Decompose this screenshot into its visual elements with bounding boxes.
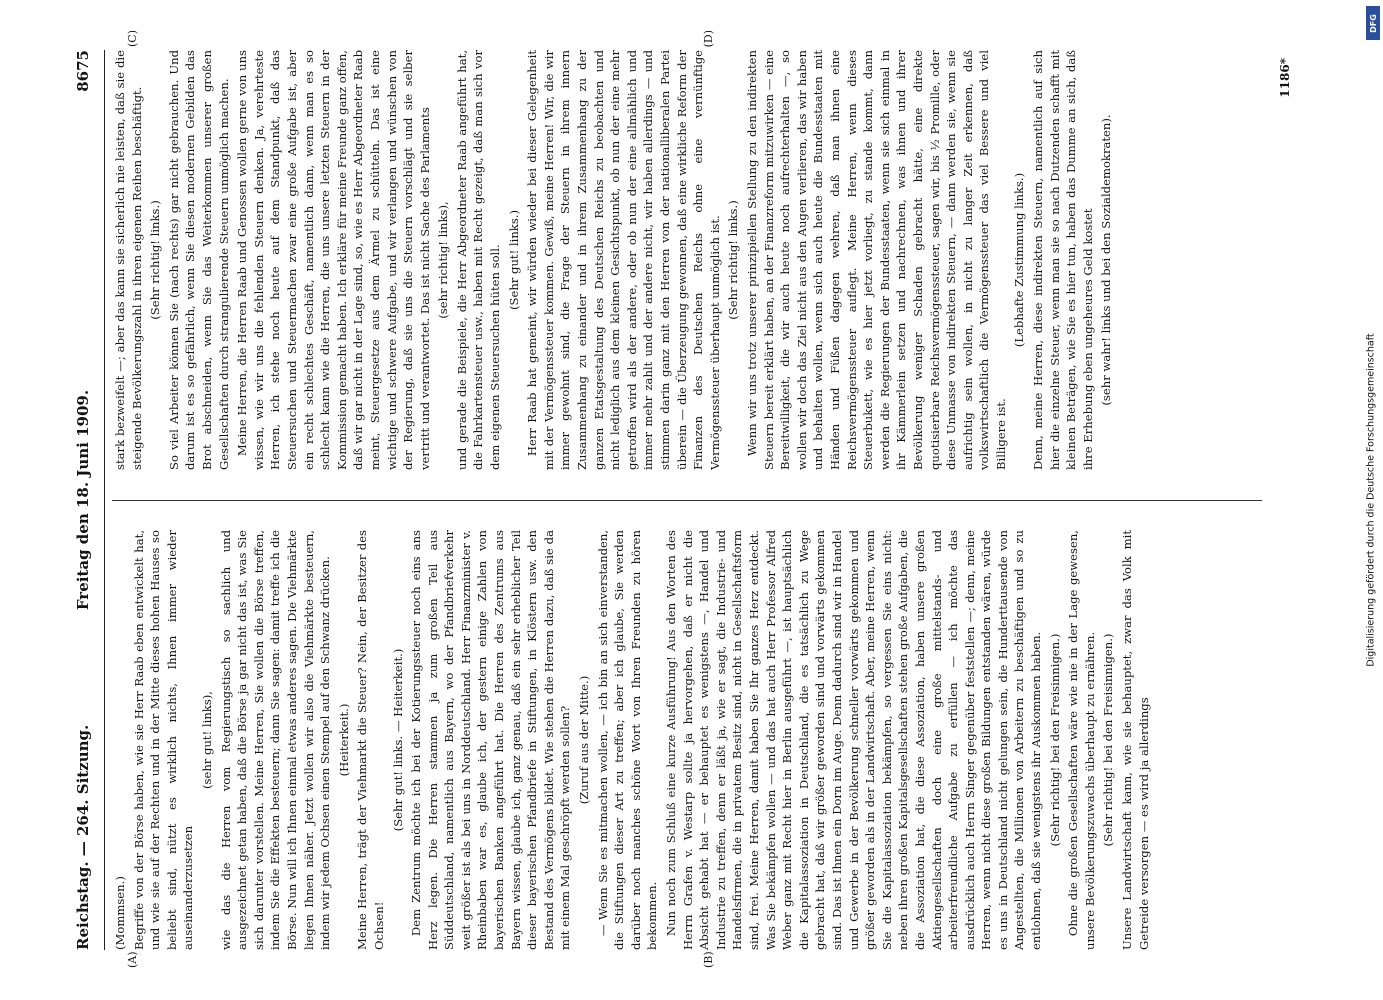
interjection: (Zuruf aus der Mitte.) [576, 675, 591, 805]
paragraph: — Wenn Sie es mitmachen wollen, — ich bin an sich einverstanden, die Stiftungen dieser Art zu treffen; aber ich glaube, Sie werden darüber noch manches schöne Wort von Ihren Freunden zu hören bekommen. [595, 530, 659, 950]
printer-signature: 1186* [1277, 58, 1292, 98]
running-head [74, 50, 98, 950]
paragraph: wie das die Herren vom Regierungstisch so sachlich und ausgezeichnet getan haben, daß die Börse ja gar nicht das ist, was Sie sich darunter vorstellen. Meine Herren, Sie wollen die Börse treffen, indem Sie die Effekten besteuern; dann Sie sagen: damit treffe ich die Börse. Nun will ich Ihnen einmal etwas anderes sagen. Die Viehmärkte liegen Ihnen näher. Jetzt wollen wir also die Viehmärkte besteuern, indem wir jedem Ochsen einen Stempel auf den Schwanz drücken. [218, 530, 332, 950]
interjection: (Sehr richtig! links.) [725, 200, 740, 320]
interjection: (Sehr richtig! bei den Freisinnigen.) [1047, 633, 1062, 847]
left-column [112, 530, 1262, 950]
margin-marker-a: (A) [125, 951, 139, 968]
interjection: (Sehr gut! links.) [506, 210, 521, 310]
dfg-logo [1366, 6, 1380, 40]
paragraph: Herr Raab hat gemeint, wir würden wieder bei dieser Gelegenheit mit der Vermögenssteuer kommen. Gewiß, meine Herren! Wir, die wir immer gewohnt sind, die Frage der Steuern in ihrem innern Zusammenhang zu einander und in ihrem Zusammenhang zu der ganzen Etatsgestaltung des Deutschen Reichs zu beobachten und nicht lediglich aus dem kleinen Gesichtspunkt, ob nun der eine mehr getroffen wird als der andere, oder ob nun der eine allmählich und immer mehr zahlt und der andere nicht, wir haben allerdings — und stimmen darin ganz mit den Herren von der nationalliberalen Partei überein — die Überzeugung gewonnen, daß eine wirkliche Reform der Finanzen des Deutschen Reichs ohne eine vernünftige Vermögenssteuer überhaupt unmöglich ist. [524, 50, 722, 470]
interjection: (Sehr richtig! bei den Freisinnigen.) [1100, 633, 1115, 847]
header-page-number: 8675 [73, 50, 92, 92]
paragraph: Dem Zentrum möchte ich bei der Kotierungssteuer noch eins ans Herz legen. Die Herren stammen ja zum großen Teil aus Süddeutschland, namentlich aus Bayern, wo der Pfandbriefverkehr weit größer ist als bei uns in Norddeutschland. Herr Finanzminister v. Rheinbaben war es, glaube ich, der gestern einige Zahlen von bayerischen Banken angeführt hat. Die Herren des Zentrums aus Bayern wissen, glaube ich, ganz genau, daß ein sehr erheblicher Teil dieser bayerischen Pfandbriefe in Stiftungen, in Klöstern usw. den Bestand des Vermögens bildet. Wie stehen die Herren dazu, daß sie da mit einem Mal geschröpft werden sollen? [408, 530, 572, 950]
interjection: (Lebhafte Zustimmung links.) [1011, 172, 1026, 348]
paragraph: Nun noch zum Schluß eine kurze Ausführung! Aus den Worten des Herrn Grafen v. Westarp sollte ja hervorgehen, daß er nicht die Absicht gehabt hat — er behauptet es wenigstens —, Handel und Industrie zu treffen, denn er läßt ja, wie er sagt, die Industrie- und Handelsfirmen, die in privatem Besitz sind, nicht in Gesellschaftsform sind, frei. Meine Herren, damit haben Sie Ihr ganzes Herz entdeckt. Was Sie bekämpfen wollen — und das hat auch Herr Professor Alfred Weber ganz mit Recht hier in Berlin ausgeführt —, ist hauptsächlich die Kapitalassoziation in Deutschland, die es tatsächlich zu Wege gebracht hat, daß wir größer geworden sind und vorwärts gekommen sind. Das ist Ihnen ein Dorn im Auge. Denn dadurch sind wir in Handel und Gewerbe in der Bevölkerung schneller vorwärts gekommen und größer geworden als in der Landwirtschaft. Aber, meine Herren, wenn Sie die Kapitalassoziation bekämpfen, so vergessen Sie eins nicht: neben ihren großen Kapitalsgesellschaften stehen große Aufgaben, die die Assoziation hat, die diese Assoziation, haben unsere großen Aktiengesellschaften doch eine große mittelstands- und arbeiterfreundliche Aufgabe zu erfüllen — ich möchte das ausdrücklich auch Herrn Singer gegenüber feststellen —; denn, meine Herren, wenn nicht diese großen Bildungen entstanden wären, würde es uns in Deutschland nicht gelungen sein, die Hunderttausende von Angestellten, die Millionen von Arbeitern zu beschäftigen und so zu entlohnen, daß sie wenigstens ihr Auskommen haben. [663, 530, 1043, 950]
right-column [112, 50, 1262, 470]
paragraph: Unsere Landwirtschaft kann, wie sie behauptet, zwar das Volk mit Getreide versorgen — es wird ja allerdings [1119, 530, 1151, 950]
margin-marker-d: (D) [701, 30, 715, 48]
interjection: (Sehr gut! links. — Heiterkeit.) [390, 648, 404, 832]
interjection: (Heiterkeit.) [336, 703, 351, 777]
paragraph: Ohne die großen Gesellschaften wäre wie nie in der Lage gewesen, unsere Bevölkerungszuwachs überhaupt zu ernähren. [1065, 530, 1097, 950]
paragraph: Begriffe von der Börse haben, wie sie Herr Raab eben entwickelt hat, und wie sie auf der Rechten und in der Mitte dieses hohen Hauses so beliebt sind, nützt es wirklich nichts, Ihnen immer wieder auseinanderzusetzen [131, 530, 195, 950]
header-date: Freitag den 18. Juni 1909. [73, 389, 92, 611]
margin-marker-c: (C) [125, 30, 139, 47]
margin-marker-b: (B) [701, 951, 715, 968]
document-page [52, 30, 1332, 970]
paragraph: Meine Herren, trägt der Viehmarkt die Steuer? Nein, der Besitzer des Ochsen! [354, 530, 386, 950]
interjection: (Sehr richtig! links.) [147, 200, 162, 320]
paragraph: stark bezweifelt —; aber das kann sie sicherlich nie leisten, daß sie die steigende Bevölkerungszahl in ihren eigenen Reihen beschäftigt. [112, 50, 144, 470]
interjection: (sehr gut! links), [199, 691, 214, 789]
interjection: (sehr richtig! links), [435, 201, 450, 319]
paragraph: und gerade die Beispiele, die Herr Abgeordneter Raab angeführt hat, die Fahrkartensteuer usw., haben mit Recht gezeigt, daß man sich vor dem eigenen Steuersuchen hüten soll. [454, 50, 502, 470]
paragraph: Denn, meine Herren, diese indirekten Steuern, namentlich auf sich hier die einzelne Steuer, wenn man sie so nach Dutzenden schafft mit kleinen Beträgen, wie Sie es hier tun, haben das Dumme an sich, daß ihre Erhebung eben ungeheures Geld kostet [1030, 50, 1095, 470]
column-divider [112, 500, 1262, 501]
header-rule [104, 50, 105, 950]
paragraph: So viel Arbeiter können Sie (nach rechts) gar nicht gebrauchen. Und darum ist es so gefährlich, wenn Sie diesen modernen Gebilden das Brot abschneiden, wenn Sie das Weiterkommen unserer großen Gesellschaften durch strangulierende Steuern unmöglich machen. [166, 50, 231, 470]
dfg-logo-text: DFG [1368, 13, 1378, 33]
banner-text: Digitalisierung gefördert durch die Deutsche Forschungsgemeinschaft [1365, 333, 1377, 667]
paragraph: (Mommsen.) [112, 876, 127, 950]
paragraph: Wenn wir uns trotz unserer prinzipiellen Stellung zu den indirekten Steuern bereit erklärt haben, an der Finanzreform mitzuwirken — eine Bereitwilligkeit, die wir auch heute noch aufrechterhalten —, so wollen wir doch das Ziel nicht aus den Augen verlieren, das wir haben und behalten wollen, wenn sich auch heute die Bundesstaaten mit Händen und Füßen dagegen wehren, daß man ihnen eine Reichsvermögenssteuer auflegt. Meine Herren, wenn dieses Steuerbukett, wie es hier jetzt vorliegt, zu stande kommt, dann werden die Regierungen der Bundesstaaten, wenn sie sich einmal in ihr Kämmerlein setzen und nachrechnen, was ihnen und ihrer Bevölkerung weniger Schaden gebracht hätte, eine direkte quotisierbare Reichsvermögenssteuer, sagen wir, bis ½ Promille, oder diese Unmasse von indirekten Steuern, — dann werden sie, wenn sie aufrichtig sein wollen, in nicht zu langer Zeit erkennen, daß volkswirtschaftlich die Vermögenssteuer das viel Bessere und viel Billigere ist. [744, 50, 1008, 470]
header-chamber-session: Reichstag. — 264. Sitzung. [73, 724, 92, 950]
digitization-banner [1360, 0, 1382, 1000]
interjection: (sehr wahr! links und bei den Sozialdemokraten). [1098, 114, 1113, 406]
paragraph: Meine Herren, die Herren Raab und Genossen wollen gerne von uns wissen, wie wir uns die fehlenden Steuern denken. Ja, verehrteste Herren, ich stehe noch heute auf dem Standpunkt, daß das Steuersuchen und Steuermachen zwar eine große Aufgabe ist, aber ein recht schlechtes Geschäft, namentlich dann, wenn man es so schlecht kann wie die Herren, die uns unsere letzten Steuern in der Kommission gemacht haben. Ich erkläre für meine Freunde ganz offen, daß wir gar nicht in der Lage sind, so, wie es Herr Abgeordneter Raab meint, Steuergesetze aus dem Ärmel zu schütteln. Das ist eine wichtige und schwere Aufgabe, und wir verlangen und wünschen von der Regierung, daß sie uns die Steuern vorschlägt und sie selber vertritt und verantwortet. Das ist nicht Sache des Parlaments [234, 50, 432, 470]
